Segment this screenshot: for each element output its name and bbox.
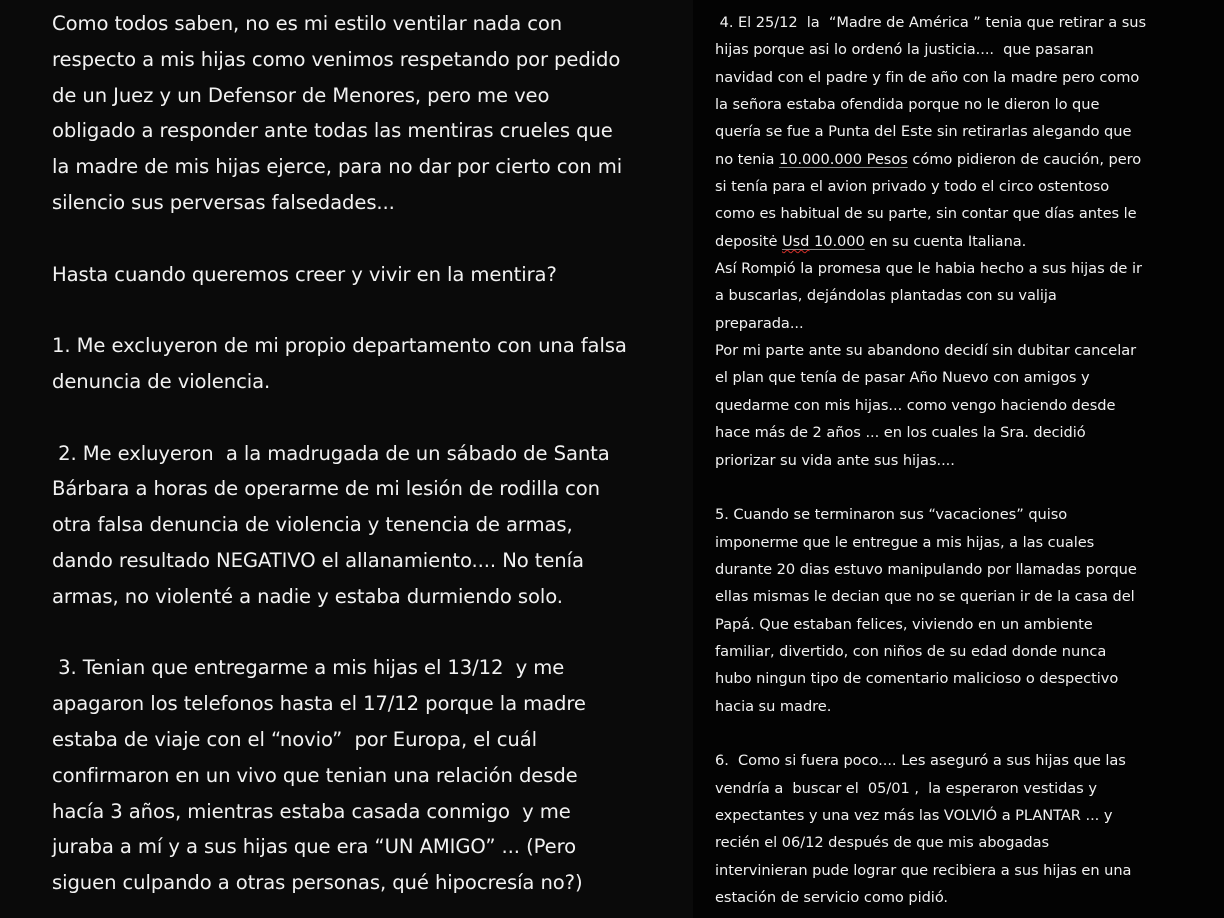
text-line: Hasta cuando queremos creer y vivir en la mentira? xyxy=(52,262,557,286)
text-line: el plan que tenía de pasar Año Nuevo con amigos y xyxy=(715,369,1090,387)
text-line: si tenía para el avion privado y todo el circo ostentoso xyxy=(715,178,1110,196)
text-line: como es habitual de su parte, sin contar que días antes le xyxy=(715,205,1137,223)
text-line: expectantes y una vez más las VOLVIÓ a PLANTAR ... y xyxy=(715,806,1113,824)
statement-right-column xyxy=(715,9,1220,911)
point-3-paragraph xyxy=(52,650,682,901)
paragraph-spacer xyxy=(52,221,682,257)
text-line: 4. El 25/12 la “Madre de América ” tenia que retirar a sus xyxy=(715,14,1147,31)
detected-amount-link[interactable]: 10.000.000 Pesos xyxy=(778,150,908,168)
text-line: 5. Cuando se terminaron sus “vacaciones” quiso xyxy=(715,506,1068,524)
text-line: armas, no violenté a nadie y estaba durmiendo solo. xyxy=(52,584,563,608)
point-6-paragraph xyxy=(715,747,1220,911)
text-line: familiar, divertido, con niños de su edad donde nunca xyxy=(715,642,1107,660)
paragraph-spacer xyxy=(52,400,682,436)
text-line xyxy=(715,146,1220,173)
text-line: la madre de mis hijas ejerce, para no dar por cierto con mi xyxy=(52,155,623,179)
text-segment: no tenia xyxy=(715,150,779,168)
right-text-panel xyxy=(693,0,1224,918)
text-line: silencio sus perversas falsedades... xyxy=(52,190,395,214)
text-line: juraba a mí y a sus hijas que era “UN AMIGO” ... (Pero xyxy=(52,835,576,859)
text-segment: 10.000 xyxy=(809,232,865,250)
point-5-paragraph xyxy=(715,501,1220,720)
text-line: 6. Como si fuera poco.... Les aseguró a sus hijas que las xyxy=(715,752,1126,770)
text-line xyxy=(715,228,1220,255)
text-line: hacia su madre. xyxy=(715,697,832,715)
text-line: vendría a buscar el 05/01 , la esperaron vestidas y xyxy=(715,779,1097,797)
text-line: Bárbara a horas de operarme de mi lesión de rodilla con xyxy=(52,477,601,501)
statement-left-column xyxy=(52,6,682,901)
point-2-paragraph xyxy=(52,436,682,615)
text-line: a buscarlas, dejándolas plantadas con su valija xyxy=(715,287,1057,305)
intro-paragraph xyxy=(52,6,682,221)
text-line: intervinieran pude lograr que recibiera a sus hijas en una xyxy=(715,861,1132,879)
text-segment: cómo pidieron de caución, pero xyxy=(907,150,1142,168)
text-line: otra falsa denuncia de violencia y tenencia de armas, xyxy=(52,513,573,537)
text-line: hacía 3 años, mientras estaba casada conmigo y me xyxy=(52,799,571,823)
text-line: navidad con el padre y fin de año con la madre pero como xyxy=(715,68,1140,86)
paragraph-spacer xyxy=(715,474,1220,501)
text-line: denuncia de violencia. xyxy=(52,369,271,393)
text-line: hace más de 2 años ... en los cuales la Sra. decidió xyxy=(715,424,1086,442)
paragraph-spacer xyxy=(715,720,1220,747)
text-line: dando resultado NEGATIVO el allanamiento.... No tenía xyxy=(52,548,584,572)
question-paragraph xyxy=(52,257,682,293)
text-line: estación de servicio como pidió. xyxy=(715,889,949,906)
misspelled-word[interactable]: Usd xyxy=(781,232,810,250)
text-line: quería se fue a Punta del Este sin retirarlas alegando que xyxy=(715,123,1132,141)
text-line: priorizar su vida ante sus hijas.... xyxy=(715,451,955,469)
text-line: respecto a mis hijas como venimos respetando por pedido xyxy=(52,47,621,71)
text-line: apagaron los telefonos hasta el 17/12 porque la madre xyxy=(52,692,586,716)
text-line: hubo ningun tipo de comentario malicioso o despectivo xyxy=(715,670,1119,688)
text-line: quedarme con mis hijas... como vengo haciendo desde xyxy=(715,396,1116,414)
text-line: preparada... xyxy=(715,314,804,332)
detected-currency-link[interactable] xyxy=(782,233,865,250)
text-line: confirmaron en un vivo que tenian una relación desde xyxy=(52,763,578,787)
text-segment: en su cuenta Italiana. xyxy=(864,232,1027,250)
text-line: la señora estaba ofendida porque no le dieron lo que xyxy=(715,96,1100,114)
text-line: 3. Tenian que entregarme a mis hijas el 13/12 y me xyxy=(52,656,565,680)
text-line: imponerme que le entregue a mis hijas, a las cuales xyxy=(715,533,1095,551)
text-line: de un Juez y un Defensor de Menores, pero me veo xyxy=(52,83,550,107)
text-line: obligado a responder ante todas las mentiras crueles que xyxy=(52,119,613,143)
text-line: Así Rompió la promesa que le habia hecho a sus hijas de ir xyxy=(715,260,1142,278)
text-segment: depositė xyxy=(715,232,782,250)
text-line: recién el 06/12 después de que mis abogadas xyxy=(715,834,1050,852)
point-4-paragraph xyxy=(715,9,1220,474)
text-line: 2. Me exluyeron a la madrugada de un sábado de Santa xyxy=(52,441,610,465)
text-line: Por mi parte ante su abandono decidí sin dubitar cancelar xyxy=(715,342,1137,360)
text-line: siguen culpando a otras personas, qué hipocresía no?) xyxy=(52,871,583,895)
text-line: hijas porque asi lo ordenó la justicia.... que pasaran xyxy=(715,41,1094,59)
paragraph-spacer xyxy=(52,615,682,651)
text-line: ellas mismas le decian que no se querian ir de la casa del xyxy=(715,588,1135,606)
text-line: Como todos saben, no es mi estilo ventilar nada con xyxy=(52,12,563,35)
text-line: 1. Me excluyeron de mi propio departamento con una falsa xyxy=(52,334,627,358)
text-line: estaba de viaje con el “novio” por Europa, el cuál xyxy=(52,727,537,751)
text-line: durante 20 dias estuvo manipulando por llamadas porque xyxy=(715,560,1137,578)
paragraph-spacer xyxy=(52,292,682,328)
text-line: Papá. Que estaban felices, viviendo en un ambiente xyxy=(715,615,1093,633)
point-1-paragraph xyxy=(52,328,682,400)
